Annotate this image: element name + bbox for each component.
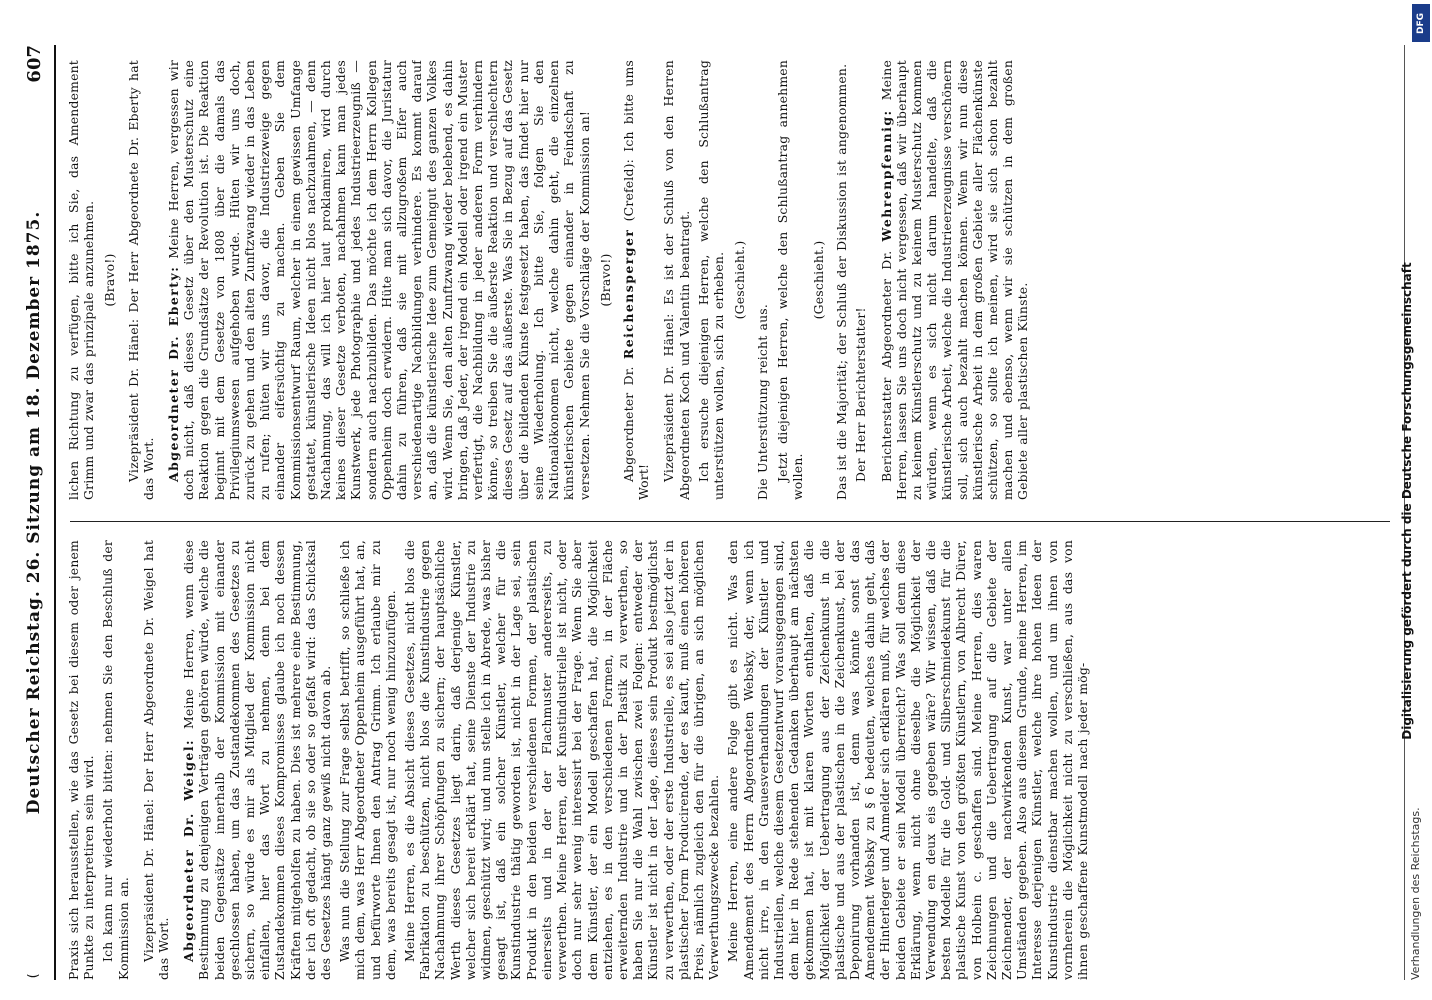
paragraph-text: Vizepräsident Dr. Hänel: Der Herr Abgeordnete Dr. Eberty hat das Wort. [125,60,156,500]
paragraph-text: Vizepräsident Dr. Hänel: Es ist der Schluß von den Herren Abgeordneten Koch und Valentin beantragt. [661,60,692,500]
paragraph-text: Ich ersuche diejenigen Herren, welche den Schlußantrag unterstützen wollen, sich zu erheben. [695,60,726,500]
paragraph-text: Das ist die Majorität; der Schluß der Diskussion ist angenommen. [834,63,850,500]
paragraph [696,60,726,500]
paragraph [100,540,130,980]
page-footer: Verhandlungen des Reichstags. [1404,45,1422,980]
digitization-note: Digitalisierung gefördert durch die Deutsche Forschungsgemeinschaft [1400,262,1414,740]
column-divider [70,521,1390,522]
paragraph-text: Jetzt diejenigen Herren, welche den Schlußantrag annehmen wollen. [774,60,805,500]
paragraph [775,60,805,500]
dfg-logo: DFG [1412,4,1430,42]
paragraph-text: Ich kann nur wiederholt bitten: nehmen Sie den Beschluß der Kommission an. [100,540,131,980]
paragraph-text: (Crefeld): Ich bitte ums Wort! [620,60,652,500]
paragraph [181,540,333,980]
paragraph-text: Meine Herren, es die Absicht dieses Gesetzes, nicht blos die Fabrikation zu beschützen, nicht blos die Kunstindustrie gegen Nachahmung ihrer Schöpfungen zu sichern; der hauptsächliche Werth dieses Gesetzes liegt darin, daß derjenige Künstler, welcher sich bereit erklärt hat, seine Dienste der Industrie zu widmen, geschützt wird; und nun stelle ich in Abrede, was bisher gesagt ist, daß ein solcher Künstler, welcher für die Kunstindustrie thätig geworden ist, nicht in der Lage sei, sein Produkt in den beiden verschiedenen Formen, der plastischen einerseits und in der der Flachmuster andererseits, zu verwerthen. Meine Herren, der Kunstindustrielle ist nicht, oder doch nur sehr wenig interessirt bei der Frage. Wenn Sie aber dem Künstler, der ein Modell geschaffen hat, die Möglichkeit entziehen, es in den verschiedenen Formen, in der Fläche erweiternden Industrie und in der Plastik zu verwerthen, so haben Sie nur die Wahl zwischen zwei Folgen: entweder der Künstler ist nicht in der Lage, dieses sein Produkt bestmöglichst zu verwerthen, oder der erste Industrielle, es sei also jetzt der in plastischer Form Producirende, der es kauft, muß einen höheren Preis, nämlich zugleich den für die übrigen, an sich möglichen Verwerthungszwecke bezahlen. [402,540,722,980]
paragraph [621,60,651,500]
paragraph [598,60,613,500]
running-head [22,45,56,980]
paragraph-text: Praxis sich herausstellen, wie das Gesetz bei diesem oder jenem Punkte zu interpretiren sein wird. [66,540,97,980]
paragraph [66,540,96,980]
right-column [66,60,1396,500]
paragraph-text: Meine Herren, vergessen wir doch nicht, daß dieses Gesetz über den Musterschutz eine Reaktion gegen die Grundsätze der Revolution ist. Die Reaktion beginnt mit dem Gesetze von 1808 über die damals das Privilegiumswesen aufgehoben wurde. Hüten wir uns doch, zurück zu gehen und den alten Zunftzwang wieder in das Leben zu rufen; hüten wir uns davor, die Industriezweige gegen einander eifersüchtig zu machen. Geben Sie dem Kommissionsentwurf Raum, welcher in einem gewissen Umfange gestattet, künstlerische Ideen nicht blos nachzuahmen, — denn Nachahmung, das will ich hier laut proklamiren, wird durch keines dieser Gesetze verboten, nachahmen kann man jedes Kunstwerk, jede Photographie und jedes Industrieerzeugniß — sondern auch nachzubilden. Das möchte ich dem Herrn Kollegen Oppenheim doch erwidern. Hüte man sich davor, die Juristatur dahin zu führen, daß sie mit allzugroßem Eifer auch verschiedenartige Nachbildungen verhindere. Es kommt darauf an, daß die künstlerische Idee zum Gemeingut des ganzen Volkes wird. Wenn Sie, den alten Zunftzwang wieder belebend, es dahin bringen, daß Jeder, der irgend ein Modell oder irgend ein Muster verfertigt, die Nachbildung in jeder anderen Form verhindern könne, so treiben Sie die äußerste Reaktion und verschlechtern dieses Gesetz auf das äußerste. Was Sie in Bezug auf das Gesetz über die bildenden Künste festgesetzt haben, das findet hier nur seine Wiederholung. Ich bitte Sie, folgen Sie den Nationalökonomen nicht, welche dahin geht, die einzelnen künstlerischen Gebiete gegen einander in Feindschaft zu versetzen. Nehmen Sie die Vorschläge der Kommission an! [166,60,592,500]
paragraph [337,540,398,980]
paragraph [126,60,156,500]
paragraph [102,60,117,500]
speaker-name: Abgeordneter Dr. Weigel: [181,738,197,962]
speaker-prefix: Abgeordneter Dr. [620,359,636,482]
paragraph-text: Die Unterstützung reicht aus. [755,303,771,500]
speaker-name: Reichensperger [620,228,636,360]
running-head-mark: ( [26,972,41,980]
paragraph-text: Meine Herren, wenn diese Bestimmung zu denjenigen Verträgen gehören würde, welche die beiden Gegensätze innerhalb der Kommission mit einander geschlossen haben, um das Zustandekommen des Gesetzes zu sichern, so würde es mir als Mitglied der Kommission nicht einfallen, hier das Wort zu nehmen, denn bei dem Zustandekommen dieses Kompromisses glaube ich noch dessen Kräften mitgeholfen zu haben. Dies ist mehrere eine Bestimmung, der ich oft gedacht, ob sie so oder so gefaßt wird: das Schicksal des Gesetzes hängt ganz gewiß nicht davon ab. [181,540,334,980]
paragraph [732,60,747,500]
paragraph-text: (Geschieht.) [810,240,826,320]
paragraph-text: (Bravo!) [102,253,118,307]
paragraph [141,540,171,980]
paragraph-text: Was nun die Stellung zur Frage selbst betrifft, so schließe ich mich dem, was Herr Abgeordneter Oppenheim ausgeführt hat, an, und befürworte Ihnen den Antrag Grimm. Ich erlaube mir zu dem, was bereits gesagt ist, nur noch wenig hinzuzufügen. [337,540,398,980]
speaker-name: Wehrenpfennig: [878,109,894,242]
left-column [66,540,1396,980]
page-number: 607 [24,45,45,83]
paragraph-text: Meine Herren, eine andere Folge gibt es nicht. Was den Amendement des Herrn Abgeordneten Websky, der, wenn ich nicht irre, in den Grauesverhandlungen der Künstler und Industriellen, welche diesem Gesetzentwurf vorausgegangen sind, dem hier in Rede stehenden Gedanken überhaupt am nächsten gekommen hat, ist mit klaren Worten enthalten, daß die Möglichkeit der Uebertragung aus der Zeichenkunst in die plastische und aus der plastischen in die Zeichenkunst, bei der Deponirung vorhanden ist, denn was könnte sonst das Amendement Websky zu § 6 bedeuten, welches dahin geht, daß der Hinterleger und Anmelder sich erklären muß, für welches der beiden Gebiete er sein Modell überreicht? Was soll denn diese Erklärung, wenn nicht ohne dieselbe die Möglichkeit der Verwendung en deux eis gegeben wäre? Wir wissen, daß die besten Modelle für die Gold- und Silberschmiedekunst für die plastische Kunst von den größten Künstlern, von Albrecht Dürer, von Holbein c. geschaffen sind. Meine Herren, dies waren Zeichnungen und die Uebertragung auf die Gebiete der Zeichnender, der nachwirkenden Kunst, war unter allen Umständen gegeben. Also aus diesem Grunde, meine Herren, im Interesse derjenigen Künstler, welche ihre hohen Ideen der Kunstindustrie dienstbar machen wollen, und um ihnen von vornherein die Möglichkeit nicht zu verschließen, aus das von ihnen geschaffene Kunstmodell nach jeder mög- [725,540,1090,980]
running-head-title: Deutscher Reichstag. 26. Sitzung am 18. Dezember 1875. [24,210,44,815]
paragraph [755,60,770,500]
paragraph-text: (Geschieht.) [732,240,748,320]
paragraph-text: Der Herr Berichterstatter! [853,307,869,482]
paragraph-text: Meine Herren, lassen Sie uns doch nicht vergessen, daß wir überhaupt zu keinem Künstlerschutz und zu keinem Musterschutz kommen würden, wenn es sich nicht darum handelte, daß die künstlerische Arbeit, welche die Industrieerzeugnisse verschönern soll, sich auch bezahlt machen können. Wenn wir nun diese künstlerische Arbeit in dem großen Gebiete aller Flächenkünste schützen, so sollte ich meinen, wird sie sich schon bezahlt machen und ebenso, wenn wir sie schützen in dem großen Gebiete aller plastischen Künste. [878,60,1031,500]
paragraph [834,60,849,500]
speaker-prefix: Berichterstatter Abgeordneter Dr. [878,241,894,482]
paragraph-text: lichen Richtung zu verfügen, bitte ich Sie, das Amendement Grimm und zwar das prinzipale anzunehmen. [66,60,97,500]
paragraph [66,60,96,500]
paragraph [166,60,592,500]
speaker-name: Abgeordneter Dr. Eberty: [166,265,182,482]
paragraph-text: (Bravo!) [597,253,613,307]
paragraph [879,60,1031,500]
paragraph [661,60,691,500]
paragraph [811,60,826,500]
paragraph-text: Vizepräsident Dr. Hänel: Der Herr Abgeordnete Dr. Weigel hat das Wort. [140,540,172,980]
paragraph [402,540,721,980]
paragraph [853,60,868,500]
paragraph [725,540,1090,980]
